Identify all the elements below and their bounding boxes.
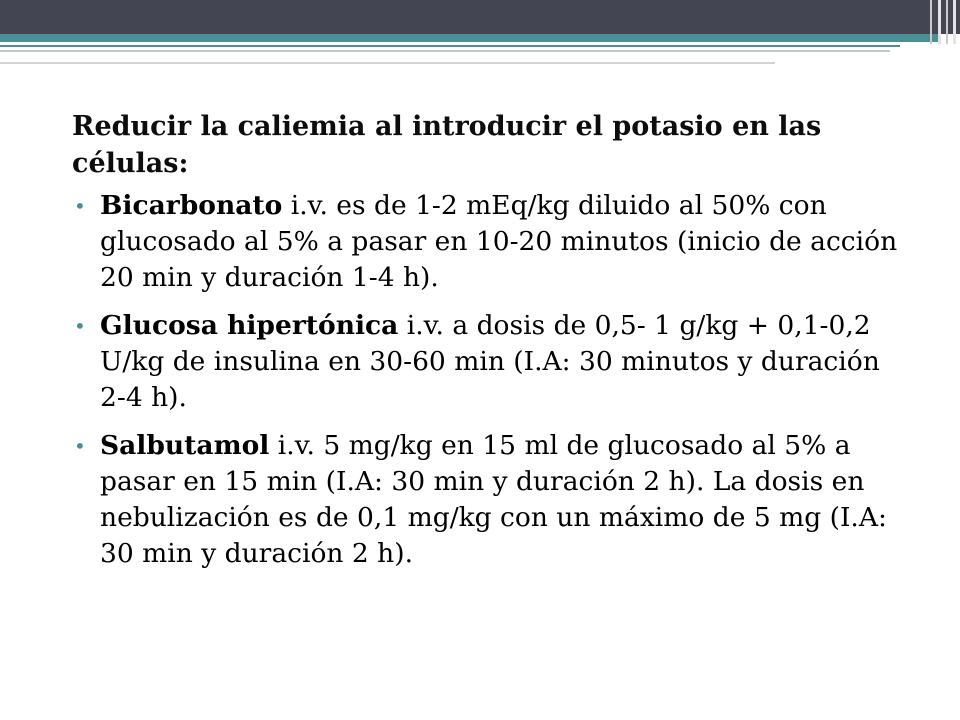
bullet-list bbox=[72, 188, 902, 572]
list-item bbox=[72, 308, 902, 416]
bullet-text: i.v. a dosis de 0,5- 1 g/kg + 0,1-0,2 U/kg de insulina en 30-60 min (I.A: 30 minutos y duración 2-4 h). bbox=[100, 310, 880, 413]
accent-rule bbox=[0, 45, 900, 47]
bullet-text: i.v. es de 1-2 mEq/kg diluido al 50% con glucosado al 5% a pasar en 10-20 minutos (inicio de acción 20 min y duración 1-4 h). bbox=[100, 190, 898, 293]
bullet-term: Bicarbonato bbox=[100, 190, 283, 221]
corner-stripe bbox=[938, 0, 941, 44]
corner-stripe bbox=[953, 0, 956, 44]
accent-band bbox=[0, 34, 940, 42]
list-item bbox=[72, 188, 902, 296]
bullet-icon: • bbox=[74, 194, 86, 218]
divider-rule bbox=[0, 62, 775, 64]
bullet-term: Glucosa hipertónica bbox=[100, 310, 399, 341]
header-band bbox=[0, 0, 960, 34]
slide-heading: Reducir la caliemia al introducir el potasio en las células: bbox=[72, 111, 822, 179]
bullet-icon: • bbox=[74, 434, 86, 458]
bullet-text: i.v. 5 mg/kg en 15 ml de glucosado al 5% a pasar en 15 min (I.A: 30 min y duración 2 h). La dosis en nebulización es de 0,1 mg/kg con un máximo de 5 mg (I.A: 30 min y duración 2 h). bbox=[100, 430, 887, 569]
corner-stripe bbox=[946, 0, 948, 44]
divider-rule bbox=[0, 50, 890, 52]
slide-body bbox=[72, 108, 902, 584]
bullet-icon: • bbox=[74, 314, 86, 338]
bullet-term: Salbutamol bbox=[100, 430, 270, 461]
corner-stripe bbox=[930, 0, 932, 44]
list-item bbox=[72, 428, 902, 572]
